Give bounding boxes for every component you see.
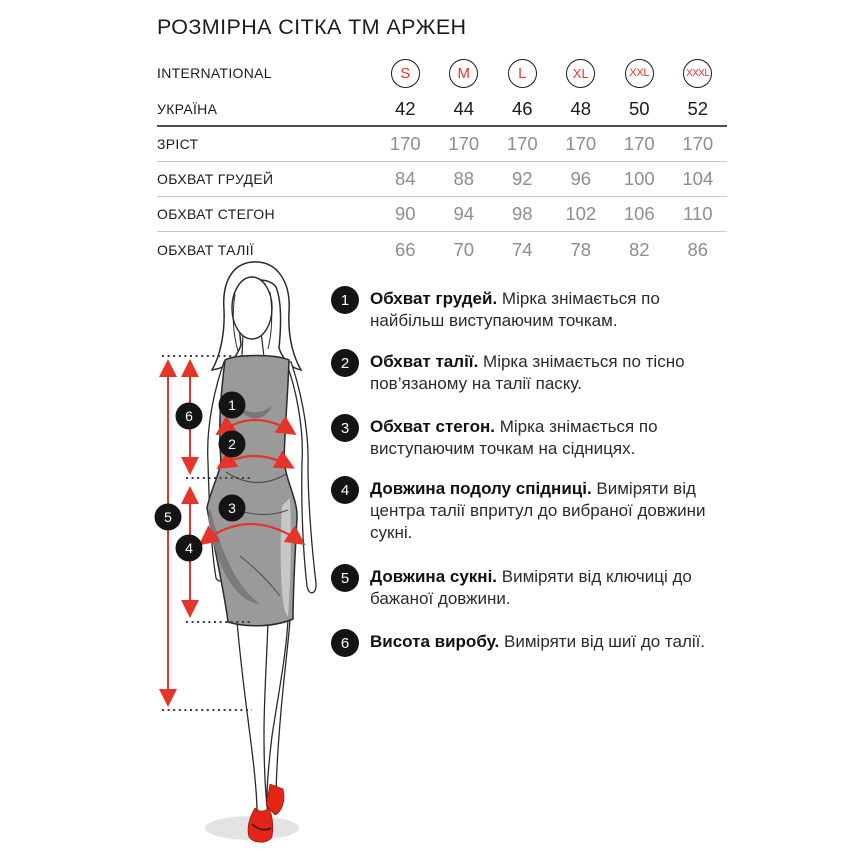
measurement-term: Довжина сукні.	[370, 567, 498, 586]
size-label: XXXL	[686, 67, 710, 79]
measurement-text	[370, 478, 722, 544]
figure-badge-2	[219, 431, 246, 458]
woman-dress-diagram	[140, 256, 352, 850]
face	[232, 277, 272, 339]
size-label: XXL	[629, 67, 650, 79]
table-value: 104	[682, 168, 714, 189]
ua-size-value: 52	[687, 97, 709, 119]
measurement-number: 6	[340, 634, 350, 652]
measurement-item-3	[331, 416, 731, 460]
measurement-number-badge	[331, 414, 359, 442]
measurement-desc: Мірка знімається по виступаючим точкам на сідницях.	[370, 417, 658, 458]
figure-badge-number: 4	[185, 540, 193, 556]
size-label: XL	[572, 65, 589, 81]
measurement-number-badge	[331, 286, 359, 314]
table-value: 82	[628, 238, 650, 260]
size-label: S	[400, 64, 411, 82]
table-row-bust	[157, 162, 727, 197]
table-value: 78	[570, 238, 592, 260]
figure-badge-number: 3	[228, 500, 236, 516]
ua-size-value: 42	[394, 97, 416, 119]
measurement-item-4	[331, 478, 731, 544]
figure-badge-5	[155, 504, 182, 531]
row-label-ukraine: УКРАЇНА	[157, 100, 218, 117]
figure-badge-number: 1	[228, 397, 236, 413]
measurement-text	[370, 631, 722, 653]
figure-badge-1	[219, 392, 246, 419]
table-value: 92	[511, 168, 533, 189]
table-value: 84	[394, 168, 416, 189]
measurement-text	[370, 566, 722, 610]
size-circle-xxl	[625, 59, 654, 88]
size-label: L	[518, 64, 527, 82]
size-table	[157, 54, 727, 267]
table-row-ukraine	[157, 92, 727, 127]
size-circle-l	[508, 59, 537, 88]
back-leg	[267, 620, 290, 800]
table-value: 74	[511, 238, 533, 260]
measurement-number: 4	[340, 481, 350, 499]
table-value: 66	[394, 238, 416, 260]
measurement-text	[370, 416, 722, 460]
measurement-number: 3	[340, 419, 350, 437]
table-value: 170	[389, 133, 421, 154]
table-value: 86	[687, 238, 709, 260]
size-circle-s	[391, 59, 420, 88]
ua-size-value: 48	[570, 97, 592, 119]
measurement-term: Довжина подолу спідниці.	[370, 479, 592, 498]
measurement-number: 5	[340, 569, 350, 587]
measurement-number-badge	[331, 476, 359, 504]
table-row-hips	[157, 197, 727, 232]
figure-badge-3	[219, 495, 246, 522]
table-value: 100	[623, 168, 655, 189]
table-value: 96	[570, 168, 592, 189]
table-value: 110	[683, 203, 713, 224]
ua-size-value: 50	[628, 97, 650, 119]
figure-badge-number: 2	[228, 436, 236, 452]
figure-badge-number: 6	[185, 408, 193, 424]
measurement-number-badge	[331, 349, 359, 377]
measurement-number-badge	[331, 629, 359, 657]
table-value: 170	[448, 133, 480, 154]
table-value: 170	[682, 133, 714, 154]
measurement-term: Обхват стегон.	[370, 417, 495, 436]
measurement-item-1	[331, 288, 731, 332]
size-circle-xl	[566, 59, 595, 88]
front-leg	[237, 620, 268, 814]
figure-badge-4	[176, 535, 203, 562]
size-circle-xxxl	[683, 59, 712, 88]
table-value: 170	[565, 133, 597, 154]
table-value: 170	[506, 133, 538, 154]
row-label: ОБХВАТ СТЕГОН	[157, 206, 275, 222]
measurement-number: 2	[340, 354, 350, 372]
table-value: 88	[453, 168, 475, 189]
row-label-international: INTERNATIONAL	[157, 65, 272, 81]
measurement-item-6	[331, 631, 731, 657]
table-value: 70	[453, 238, 475, 260]
page-title: РОЗМІРНА СІТКА ТМ АРЖЕН	[157, 15, 467, 39]
table-row-height	[157, 127, 727, 162]
measurement-desc: Мірка знімається по найбільш виступаючим точкам.	[370, 289, 660, 330]
front-shoe	[248, 808, 273, 842]
table-value: 90	[394, 203, 416, 224]
measurement-number-badge	[331, 564, 359, 592]
row-label: ОБХВАТ ГРУДЕЙ	[157, 171, 274, 187]
measurement-term: Обхват талії.	[370, 352, 479, 371]
table-row-international	[157, 54, 727, 92]
measurement-item-5	[331, 566, 731, 610]
measurement-text	[370, 288, 722, 332]
ua-size-value: 44	[453, 97, 475, 119]
measurement-term: Обхват грудей.	[370, 289, 498, 308]
table-value: 94	[453, 203, 475, 224]
figure-badge-number: 5	[164, 509, 172, 525]
measurement-desc: Мірка знімається по тісно пов’язаному на талії паску.	[370, 352, 685, 393]
table-value: 106	[623, 203, 655, 224]
measurement-desc: Виміряти від шиї до талії.	[504, 632, 706, 651]
table-value: 170	[623, 133, 655, 154]
table-value: 102	[565, 203, 597, 224]
measurement-text	[370, 351, 722, 395]
size-circle-m	[449, 59, 478, 88]
ua-size-value: 46	[511, 97, 533, 119]
measurement-desc: Виміряти від ключиці до бажаної довжини.	[370, 567, 692, 608]
measurement-number: 1	[340, 291, 350, 309]
measurement-item-2	[331, 351, 731, 395]
figure-badge-6	[176, 403, 203, 430]
row-label: ЗРІСТ	[157, 136, 199, 152]
size-label: M	[457, 64, 470, 82]
row-label: ОБХВАТ ТАЛІЇ	[157, 241, 254, 258]
table-value: 98	[511, 203, 533, 224]
figure-illustration	[140, 256, 352, 850]
measurement-desc: Виміряти від центра талії впритул до вибраної довжини сукні.	[370, 479, 706, 542]
measurement-term: Висота виробу.	[370, 632, 500, 651]
